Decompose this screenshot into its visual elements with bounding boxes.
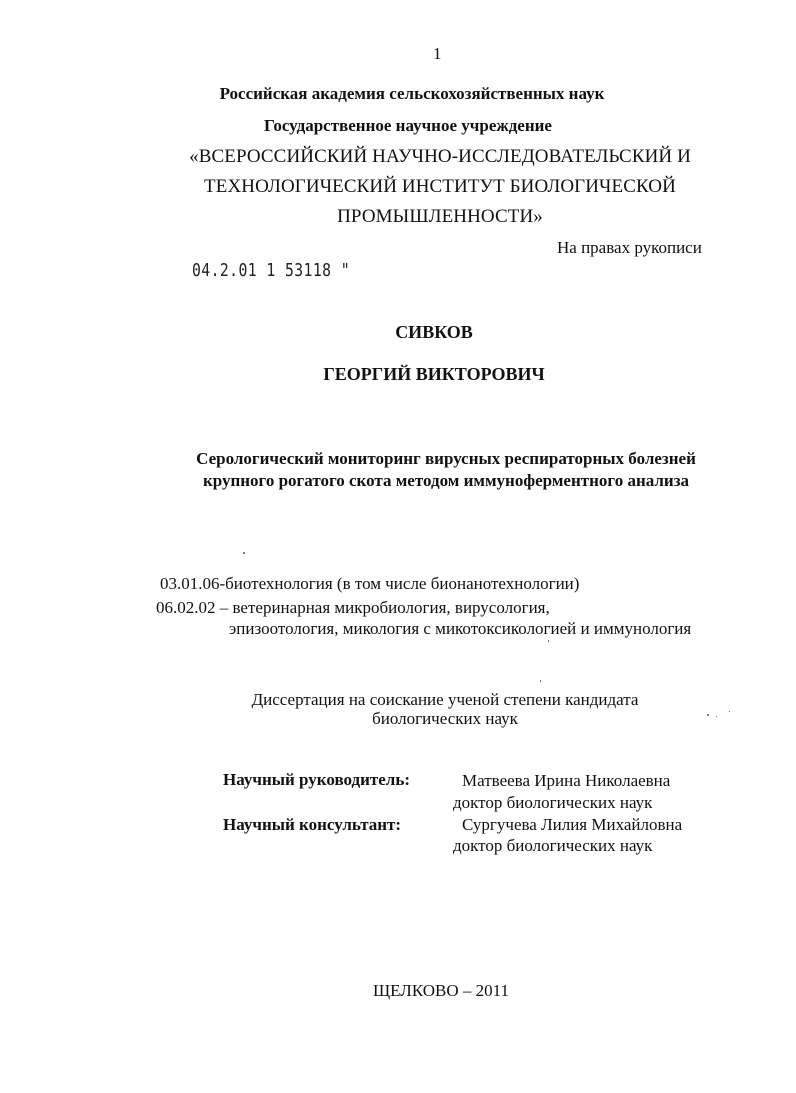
- dissertation-title-line-2: крупного рогатого скота методом иммуноферментного анализа: [202, 471, 690, 490]
- scan-speck: [729, 711, 730, 712]
- author-given-names: ГЕОРГИЙ ВИКТОРОВИЧ: [323, 364, 545, 384]
- supervisor-name: Матвеева Ирина Николаевна: [462, 771, 671, 790]
- institute-name-line-2: ТЕХНОЛОГИЧЕСКИЙ ИНСТИТУТ БИОЛОГИЧЕСКОЙ: [204, 176, 676, 197]
- stamp-number: 04.2.01 1 53118 ": [192, 260, 351, 281]
- specialty-line-3: эпизоотология, микология с микотоксикологией и иммунология: [229, 619, 692, 638]
- supervisor-role: Научный руководитель:: [223, 770, 410, 789]
- scan-speck: [243, 552, 245, 554]
- scan-speck: [540, 680, 541, 682]
- academy-name: Российская академия сельскохозяйственных наук: [219, 84, 605, 103]
- dissertation-degree-line-2: биологических наук: [372, 709, 518, 728]
- dissertation-degree-line-1: Диссертация на соискание ученой степени кандидата: [251, 690, 639, 709]
- consultant-role: Научный консультант:: [223, 815, 402, 834]
- consultant-name: Сургучева Лилия Михайловна: [462, 815, 683, 834]
- supervisor-degree: доктор биологических наук: [453, 793, 653, 812]
- dissertation-title-line-1: Серологический мониторинг вирусных респираторных болезней: [196, 449, 696, 468]
- city-year: ЩЕЛКОВО – 2011: [372, 981, 510, 1000]
- page-number: 1: [433, 44, 442, 63]
- consultant-degree: доктор биологических наук: [453, 836, 653, 855]
- scan-speck: [707, 714, 709, 716]
- specialty-line-2: 06.02.02 – ветеринарная микробиология, вирусология,: [156, 598, 550, 617]
- specialty-line-1: 03.01.06-биотехнология (в том числе бионанотехнологии): [160, 574, 580, 593]
- scan-speck: [548, 640, 549, 642]
- institute-name-line-1: «ВСЕРОССИЙСКИЙ НАУЧНО-ИССЛЕДОВАТЕЛЬСКИЙ И: [189, 146, 691, 167]
- institution-type: Государственное научное учреждение: [264, 116, 552, 135]
- scan-speck: [716, 716, 717, 717]
- author-surname: СИВКОВ: [395, 322, 473, 342]
- institute-name-line-3: ПРОМЫШЛЕННОСТИ»: [337, 206, 543, 227]
- rights-note: На правах рукописи: [557, 238, 702, 257]
